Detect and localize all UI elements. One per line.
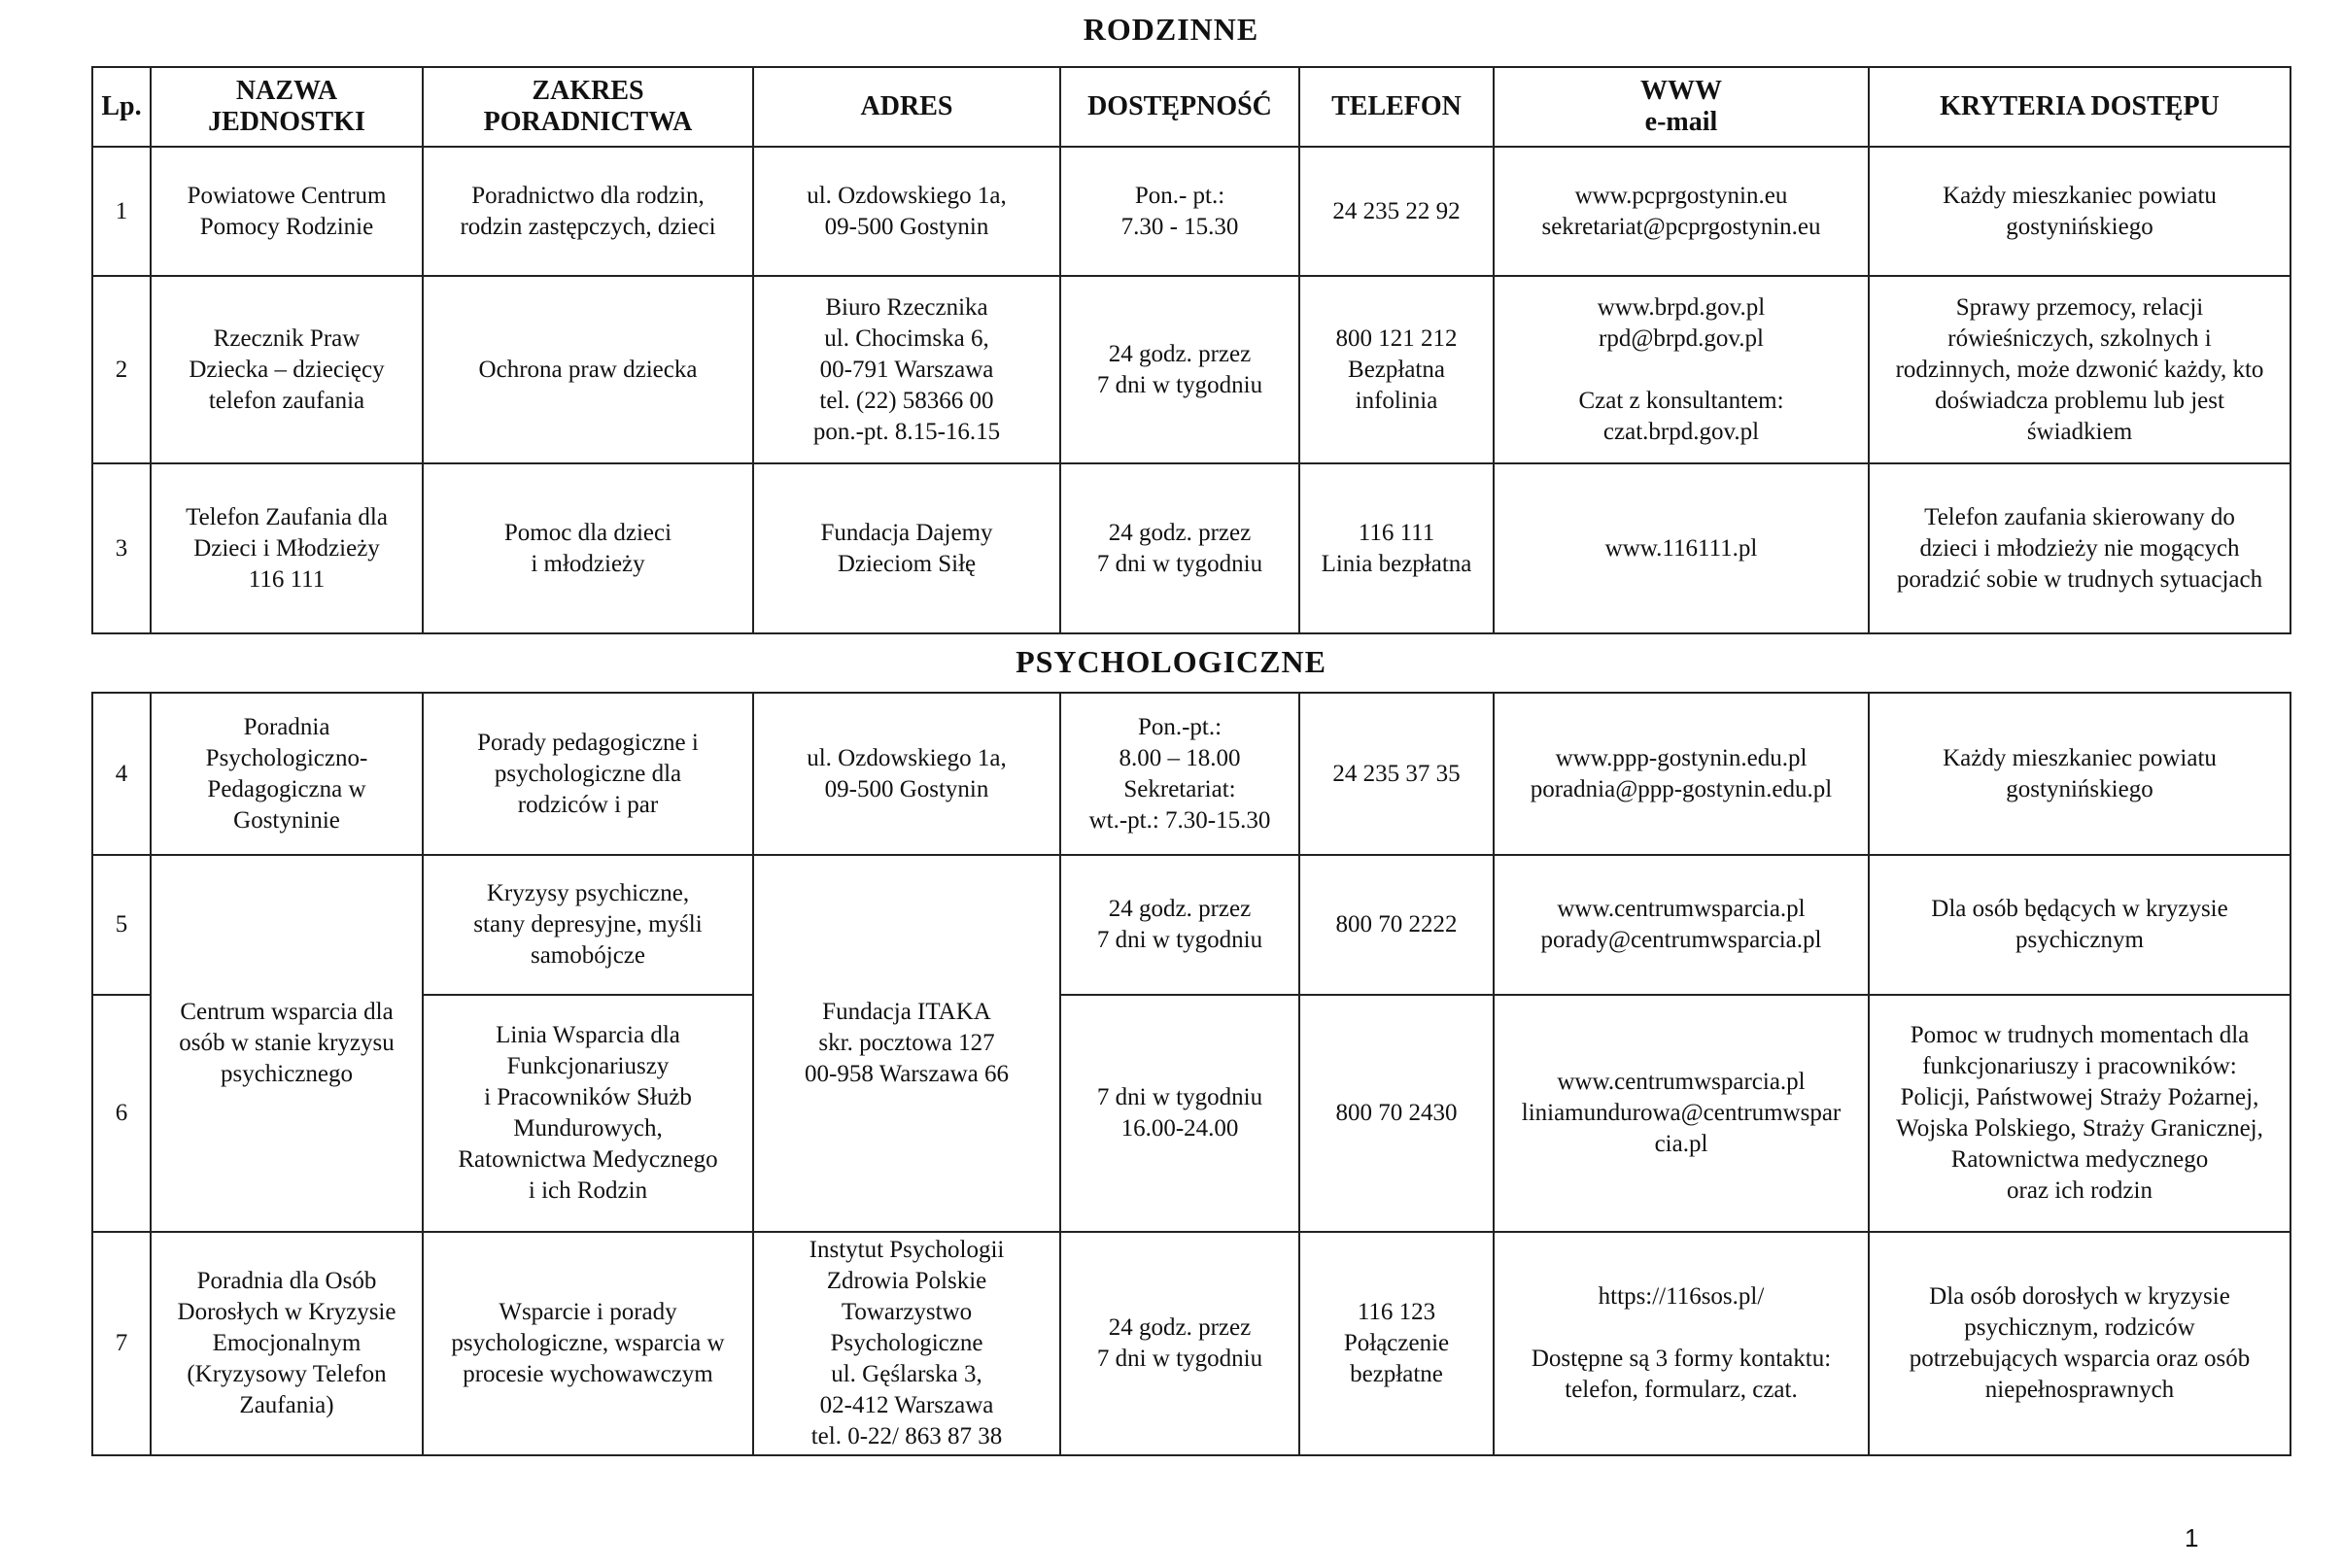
cell-lp: 4 (92, 693, 151, 855)
cell-criteria: Dla osób będących w kryzysie psychicznym (1869, 855, 2290, 995)
table-header-row (92, 67, 2290, 147)
table-row (92, 276, 2290, 463)
cell-name: Rzecznik Praw Dziecka – dziecięcy telefon zaufania (151, 276, 423, 463)
cell-criteria: Każdy mieszkaniec powiatu gostynińskiego (1869, 147, 2290, 276)
cell-criteria: Pomoc w trudnych momentach dla funkcjonariuszy i pracowników: Policji, Państwowej Straży Pożarnej, Wojska Polskiego, Straży Granicznej, Ratownictwa medycznego oraz ich rodzin (1869, 995, 2290, 1232)
table-psychologiczne (91, 692, 2291, 1456)
cell-www: www.centrumwsparcia.pl porady@centrumwsparcia.pl (1494, 855, 1869, 995)
cell-phone: 116 111 Linia bezpłatna (1299, 463, 1494, 633)
cell-address: Instytut Psychologii Zdrowia Polskie Towarzystwo Psychologiczne ul. Gęślarska 3, 02-412 Warszawa tel. 0-22/ 863 87 38 (753, 1232, 1060, 1455)
header-phone: TELEFON (1299, 67, 1494, 147)
cell-www: www.ppp-gostynin.edu.pl poradnia@ppp-gostynin.edu.pl (1494, 693, 1869, 855)
cell-scope: Linia Wsparcia dla Funkcjonariuszy i Pracowników Służb Mundurowych, Ratownictwa Medycznego i ich Rodzin (423, 995, 753, 1232)
cell-address-merged: Fundacja ITAKA skr. pocztowa 127 00-958 Warszawa 66 (753, 855, 1060, 1232)
cell-phone: 116 123 Połączenie bezpłatne (1299, 1232, 1494, 1455)
cell-www: www.pcprgostynin.eu sekretariat@pcprgostynin.eu (1494, 147, 1869, 276)
cell-availability: 24 godz. przez 7 dni w tygodniu (1060, 855, 1299, 995)
cell-availability: 24 godz. przez 7 dni w tygodniu (1060, 276, 1299, 463)
cell-name: Powiatowe Centrum Pomocy Rodzinie (151, 147, 423, 276)
cell-lp: 1 (92, 147, 151, 276)
cell-availability: Pon.-pt.: 8.00 – 18.00 Sekretariat: wt.-pt.: 7.30-15.30 (1060, 693, 1299, 855)
cell-www: www.116111.pl (1494, 463, 1869, 633)
cell-scope: Pomoc dla dzieci i młodzieży (423, 463, 753, 633)
page-number: 1 (2185, 1523, 2199, 1552)
cell-criteria: Dla osób dorosłych w kryzysie psychicznym, rodziców potrzebujących wsparcia oraz osób niepełnosprawnych (1869, 1232, 2290, 1455)
table-row (92, 855, 2290, 995)
table-row (92, 1232, 2290, 1455)
header-scope: ZAKRES PORADNICTWA (423, 67, 753, 147)
table-row (92, 147, 2290, 276)
header-address: ADRES (753, 67, 1060, 147)
cell-name: Poradnia Psychologiczno- Pedagogiczna w Gostyninie (151, 693, 423, 855)
cell-phone: 800 121 212 Bezpłatna infolinia (1299, 276, 1494, 463)
cell-lp: 6 (92, 995, 151, 1232)
cell-phone: 24 235 37 35 (1299, 693, 1494, 855)
cell-scope: Kryzysy psychiczne, stany depresyjne, myśli samobójcze (423, 855, 753, 995)
header-www: WWW e-mail (1494, 67, 1869, 147)
header-lp: Lp. (92, 67, 151, 147)
cell-availability: 24 godz. przez 7 dni w tygodniu (1060, 463, 1299, 633)
cell-scope: Ochrona praw dziecka (423, 276, 753, 463)
table-row (92, 995, 2290, 1232)
table-row (92, 693, 2290, 855)
table-rodzinne (91, 66, 2291, 634)
cell-lp: 3 (92, 463, 151, 633)
cell-scope: Wsparcie i porady psychologiczne, wsparcia w procesie wychowawczym (423, 1232, 753, 1455)
cell-address: Biuro Rzecznika ul. Chocimska 6, 00-791 Warszawa tel. (22) 58366 00 pon.-pt. 8.15-16.15 (753, 276, 1060, 463)
cell-availability: 7 dni w tygodniu 16.00-24.00 (1060, 995, 1299, 1232)
cell-name: Telefon Zaufania dla Dzieci i Młodzieży 116 111 (151, 463, 423, 633)
cell-www: https://116sos.pl/ Dostępne są 3 formy kontaktu: telefon, formularz, czat. (1494, 1232, 1869, 1455)
section-title-rodzinne: RODZINNE (1083, 12, 1259, 47)
header-name: NAZWA JEDNOSTKI (151, 67, 423, 147)
cell-address: Fundacja Dajemy Dzieciom Siłę (753, 463, 1060, 633)
section-title-psychologiczne: PSYCHOLOGICZNE (1016, 644, 1326, 679)
header-availability: DOSTĘPNOŚĆ (1060, 67, 1299, 147)
cell-www: www.centrumwsparcia.pl liniamundurowa@centrumwspar cia.pl (1494, 995, 1869, 1232)
cell-lp: 5 (92, 855, 151, 995)
cell-availability: 24 godz. przez 7 dni w tygodniu (1060, 1232, 1299, 1455)
cell-name: Poradnia dla Osób Dorosłych w Kryzysie Emocjonalnym (Kryzysowy Telefon Zaufania) (151, 1232, 423, 1455)
cell-scope: Poradnictwo dla rodzin, rodzin zastępczych, dzieci (423, 147, 753, 276)
cell-www: www.brpd.gov.pl rpd@brpd.gov.pl Czat z konsultantem: czat.brpd.gov.pl (1494, 276, 1869, 463)
table-row (92, 463, 2290, 633)
cell-criteria: Każdy mieszkaniec powiatu gostynińskiego (1869, 693, 2290, 855)
cell-criteria: Sprawy przemocy, relacji rówieśniczych, szkolnych i rodzinnych, może dzwonić każdy, kto doświadcza problemu lub jest świadkiem (1869, 276, 2290, 463)
cell-scope: Porady pedagogiczne i psychologiczne dla rodziców i par (423, 693, 753, 855)
cell-criteria: Telefon zaufania skierowany do dzieci i młodzieży nie mogących poradzić sobie w trudnych sytuacjach (1869, 463, 2290, 633)
cell-lp: 2 (92, 276, 151, 463)
cell-availability: Pon.- pt.: 7.30 - 15.30 (1060, 147, 1299, 276)
cell-phone: 800 70 2430 (1299, 995, 1494, 1232)
cell-address: ul. Ozdowskiego 1a, 09-500 Gostynin (753, 693, 1060, 855)
cell-phone: 800 70 2222 (1299, 855, 1494, 995)
cell-lp: 7 (92, 1232, 151, 1455)
cell-address: ul. Ozdowskiego 1a, 09-500 Gostynin (753, 147, 1060, 276)
cell-phone: 24 235 22 92 (1299, 147, 1494, 276)
header-criteria: KRYTERIA DOSTĘPU (1869, 67, 2290, 147)
cell-name-merged: Centrum wsparcia dla osób w stanie kryzysu psychicznego (151, 855, 423, 1232)
